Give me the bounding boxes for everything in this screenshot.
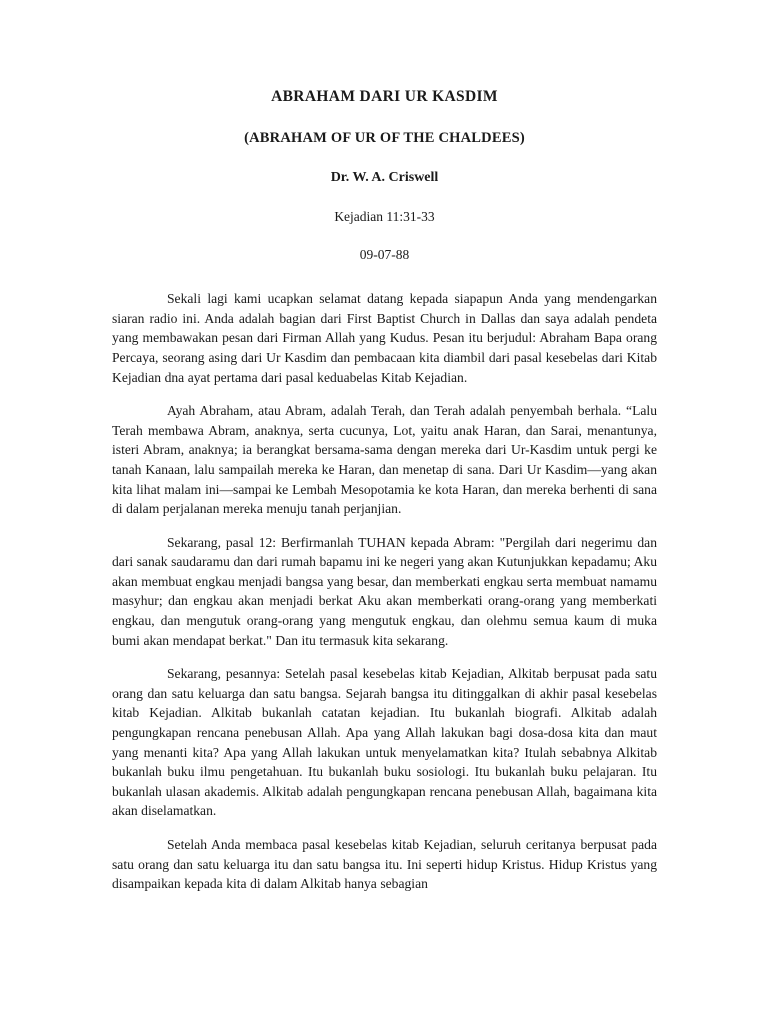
document-body xyxy=(112,263,657,894)
document-header xyxy=(112,0,657,263)
body-paragraph: Setelah Anda membaca pasal kesebelas kitab Kejadian, seluruh ceritanya berpusat pada satu orang dan satu keluarga itu dan satu bangsa itu. Ini seperti hidup Kristus. Hidup Kristus yang disampaikan kepada kita di dalam Alkitab hanya sebagian xyxy=(112,837,657,892)
body-paragraph: Ayah Abraham, atau Abram, adalah Terah, dan Terah adalah penyembah berhala. “Lalu Terah membawa Abram, anaknya, serta cucunya, Lot, yaitu anak Haran, dan Sarai, menantunya, isteri Abram, anaknya; ia berangkat bersama-sama dengan mereka dari Ur-Kasdim untuk pergi ke tanah Kanaan, lalu sampailah mereka ke Haran, dan menetap di sana. Dari Ur Kasdim—yang akan kita lihat malam ini—sampai ke Lembah Mesopotamia ke kota Haran, dan mereka berhenti di sana di dalam perjalanan mereka menuju tanah perjanjian. xyxy=(112,403,657,517)
page-title: ABRAHAM DARI UR KASDIM xyxy=(271,88,498,105)
scripture-reference: Kejadian 11:31-33 xyxy=(334,208,435,224)
document-author: Dr. W. A. Criswell xyxy=(330,169,439,185)
document-subtitle: (ABRAHAM OF UR OF THE CHALDEES) xyxy=(244,129,525,146)
document-content xyxy=(112,0,657,894)
body-paragraph: Sekarang, pesannya: Setelah pasal kesebelas kitab Kejadian, Alkitab berpusat pada satu orang dan satu keluarga dan satu bangsa. Sejarah bangsa itu ditinggalkan di akhir pasal kesebelas kitab Kejadian. Alkitab bukanlah catatan kejadian. Itu bukanlah biografi. Alkitab adalah pengungkapan rencana penebusan Allah. Apa yang Allah lakukan bagi dosa-dosa kita dan maut yang menanti kita? Apa yang Allah lakukan untuk menyelamatkan kita? Itulah sebabnya Alkitab bukanlah buku ilmu pengetahuan. Itu bukanlah buku sosiologi. Itu bukanlah buku pelajaran. Itu bukanlah ulasan akademis. Alkitab adalah pengungkapan rencana penebusan Allah, bagaimana kita akan diselamatkan. xyxy=(112,666,657,819)
document-date: 09-07-88 xyxy=(359,246,410,262)
body-paragraph: Sekali lagi kami ucapkan selamat datang kepada siapapun Anda yang mendengarkan siaran radio ini. Anda adalah bagian dari First Baptist Church in Dallas dan saya adalah pendeta yang membawakan pesan dari Firman Allah yang Kudus. Pesan itu berjudul: Abraham Bapa orang Percaya, seorang asing dari Ur Kasdim dan pembacaan kita diambil dari pasal kesebelas dari Kitab Kejadian dna ayat pertama dari pasal keduabelas Kitab Kejadian. xyxy=(112,291,657,385)
body-paragraph: Sekarang, pasal 12: Berfirmanlah TUHAN kepada Abram: "Pergilah dari negerimu dan dari sanak saudaramu dan dari rumah bapamu ini ke negeri yang akan Kutunjukkan kepadamu; Aku akan membuat engkau menjadi bangsa yang besar, dan memberkati engkau serta membuat namamu masyhur; dan engkau akan menjadi berkat Aku akan memberkati orang-orang yang memberkati engkau, dan mengutuk orang-orang yang mengutuk engkau, dan olehmu semua kaum di muka bumi akan mendapat berkat." Dan itu termasuk kita sekarang. xyxy=(112,534,657,648)
